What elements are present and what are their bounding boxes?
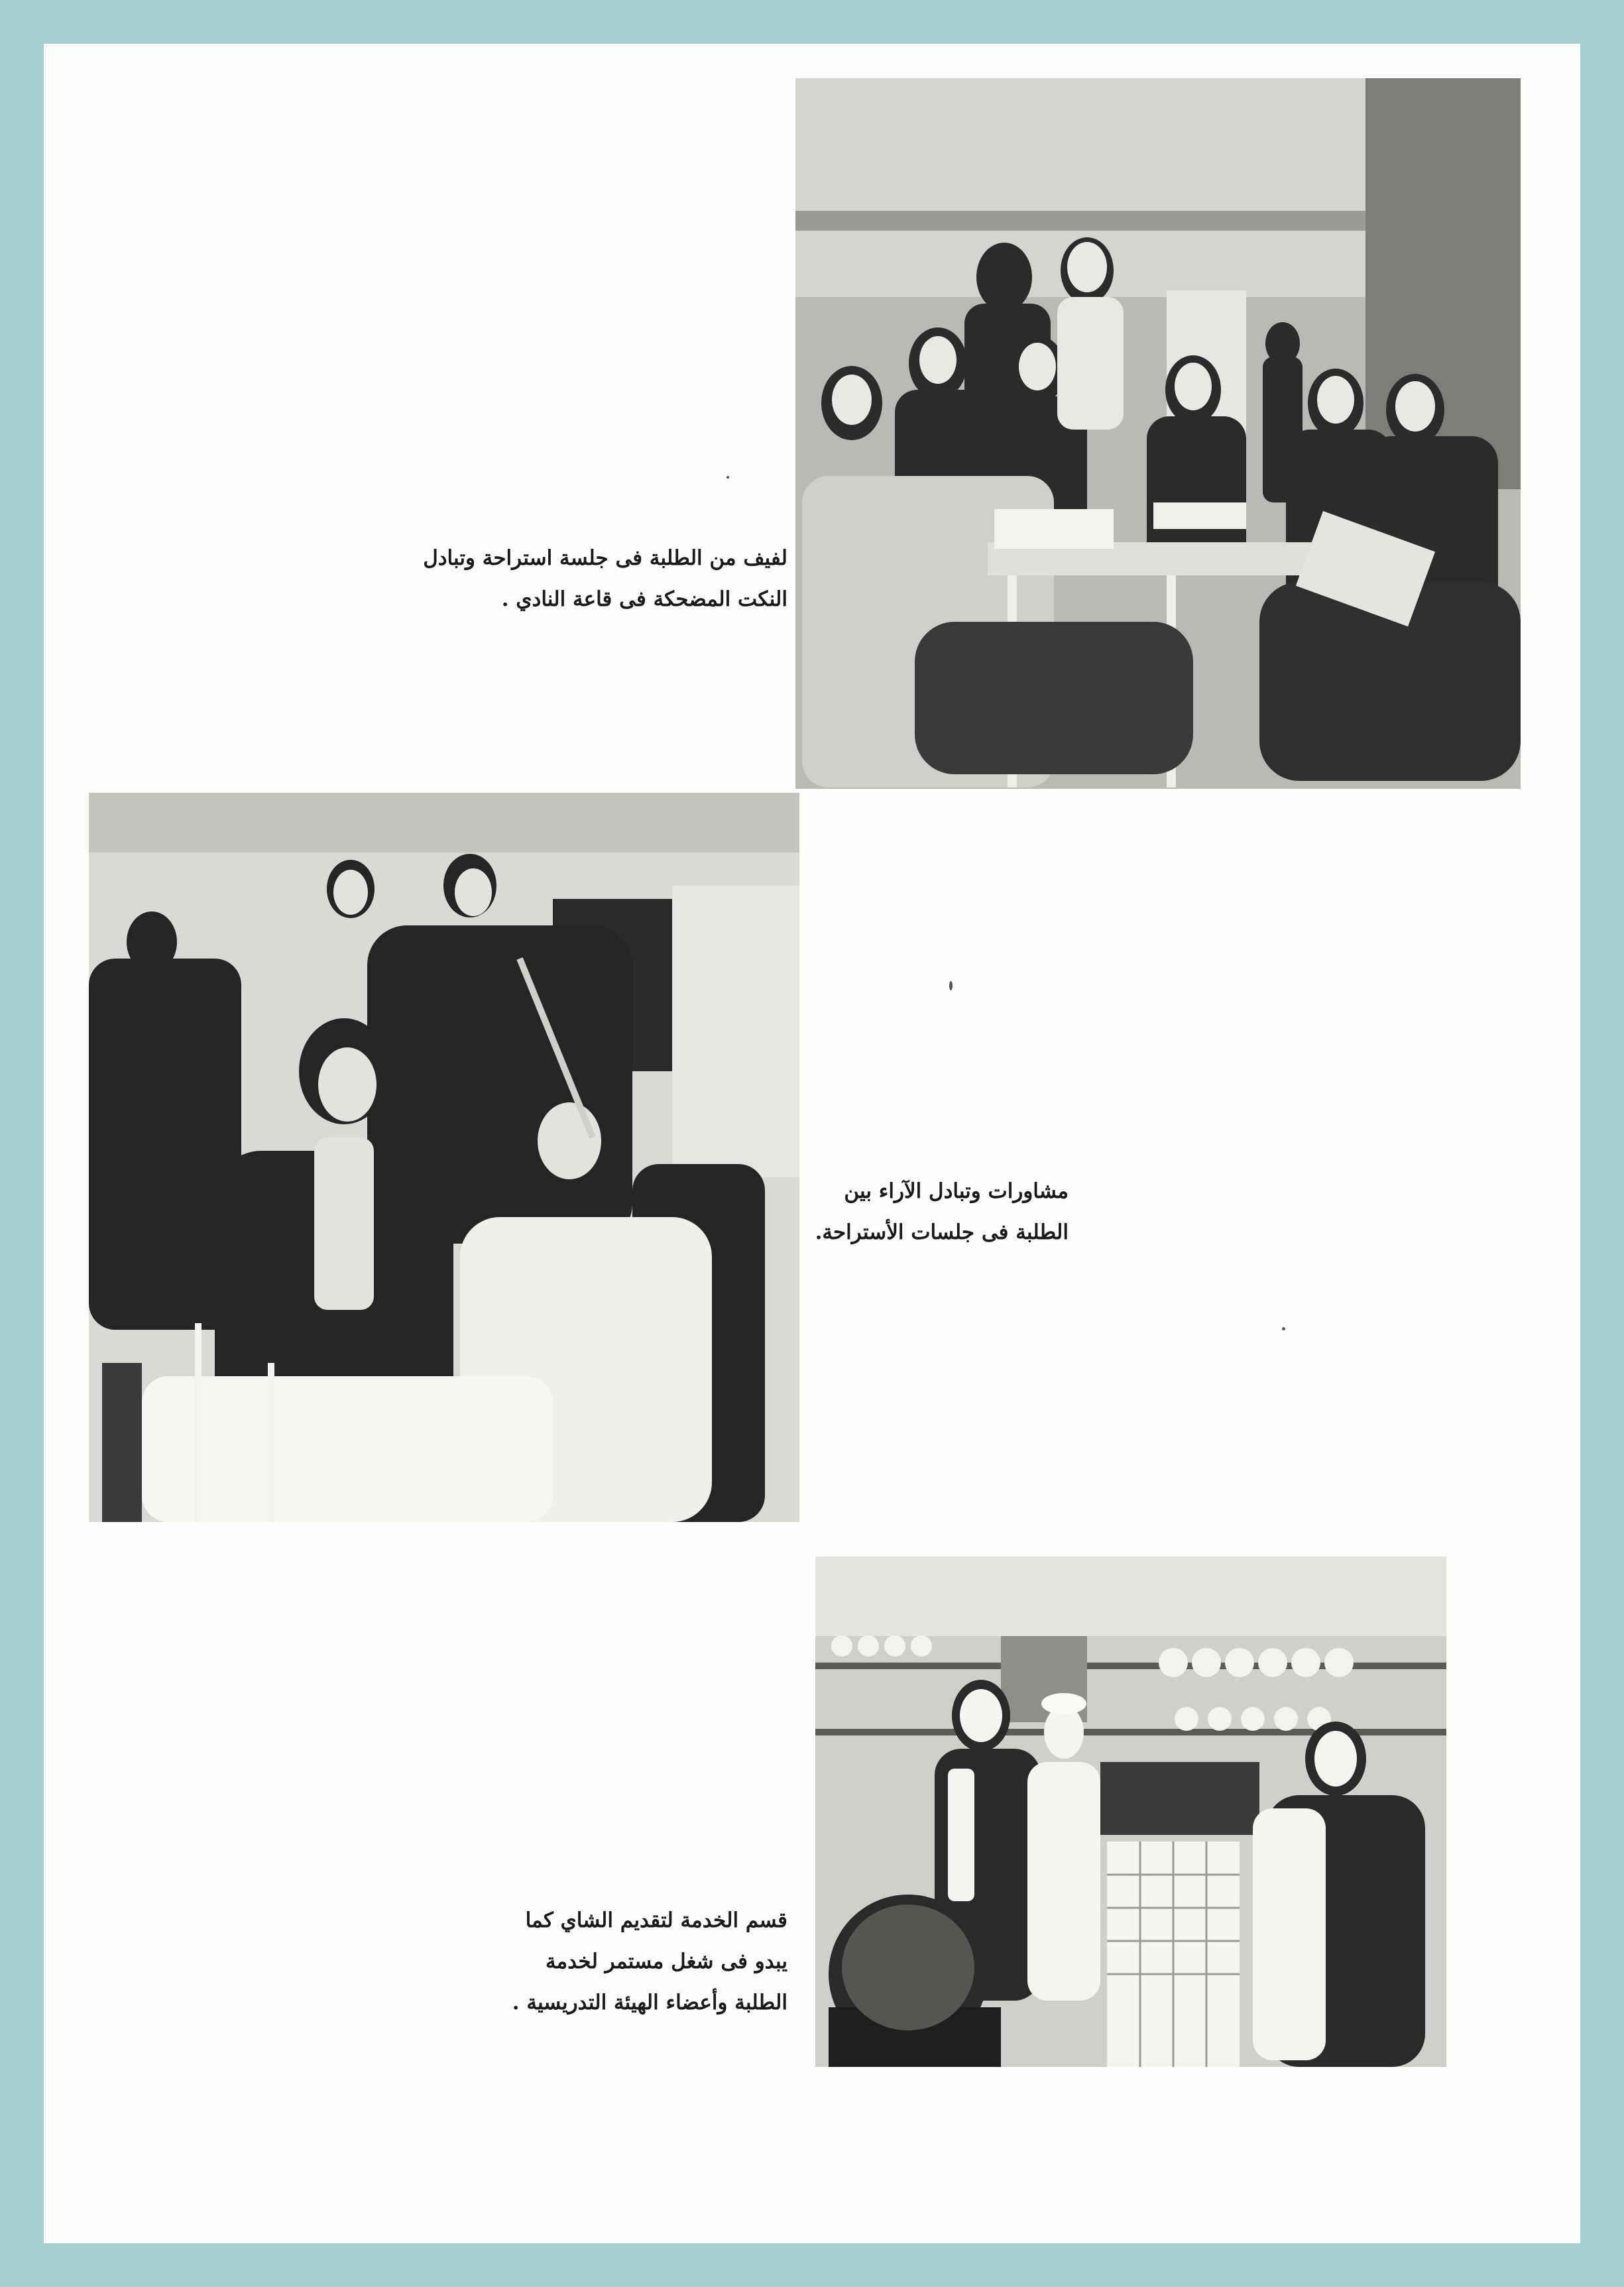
print-speck bbox=[1282, 1327, 1285, 1330]
caption-line: مشاورات وتبادل الآراء بين bbox=[844, 1179, 1069, 1203]
album-page bbox=[44, 44, 1580, 2243]
caption-line: النكت المضحكة فى قاعة النادي . bbox=[501, 587, 787, 611]
caption-line: لفيف من الطلبة فى جلسة استراحة وتبادل bbox=[423, 546, 787, 570]
caption-students-lounge-table bbox=[423, 538, 787, 620]
caption-line: الطلبة فى جلسات الأستراحة. bbox=[815, 1220, 1069, 1244]
photo-students-conversation bbox=[89, 793, 799, 1522]
photo-tea-service-staff bbox=[815, 1556, 1446, 2067]
print-speck bbox=[949, 981, 953, 990]
caption-line: الطلبة وأعضاء الهيئة التدريسية . bbox=[512, 1991, 787, 2015]
caption-tea-service bbox=[512, 1900, 787, 2023]
caption-students-conversation bbox=[815, 1171, 1069, 1253]
print-speck bbox=[726, 476, 729, 479]
caption-line: يبدو فى شغل مستمر لخدمة bbox=[545, 1950, 787, 1973]
caption-line: قسم الخدمة لتقديم الشاي كما bbox=[525, 1908, 787, 1932]
photo-students-lounge-table bbox=[795, 78, 1521, 789]
